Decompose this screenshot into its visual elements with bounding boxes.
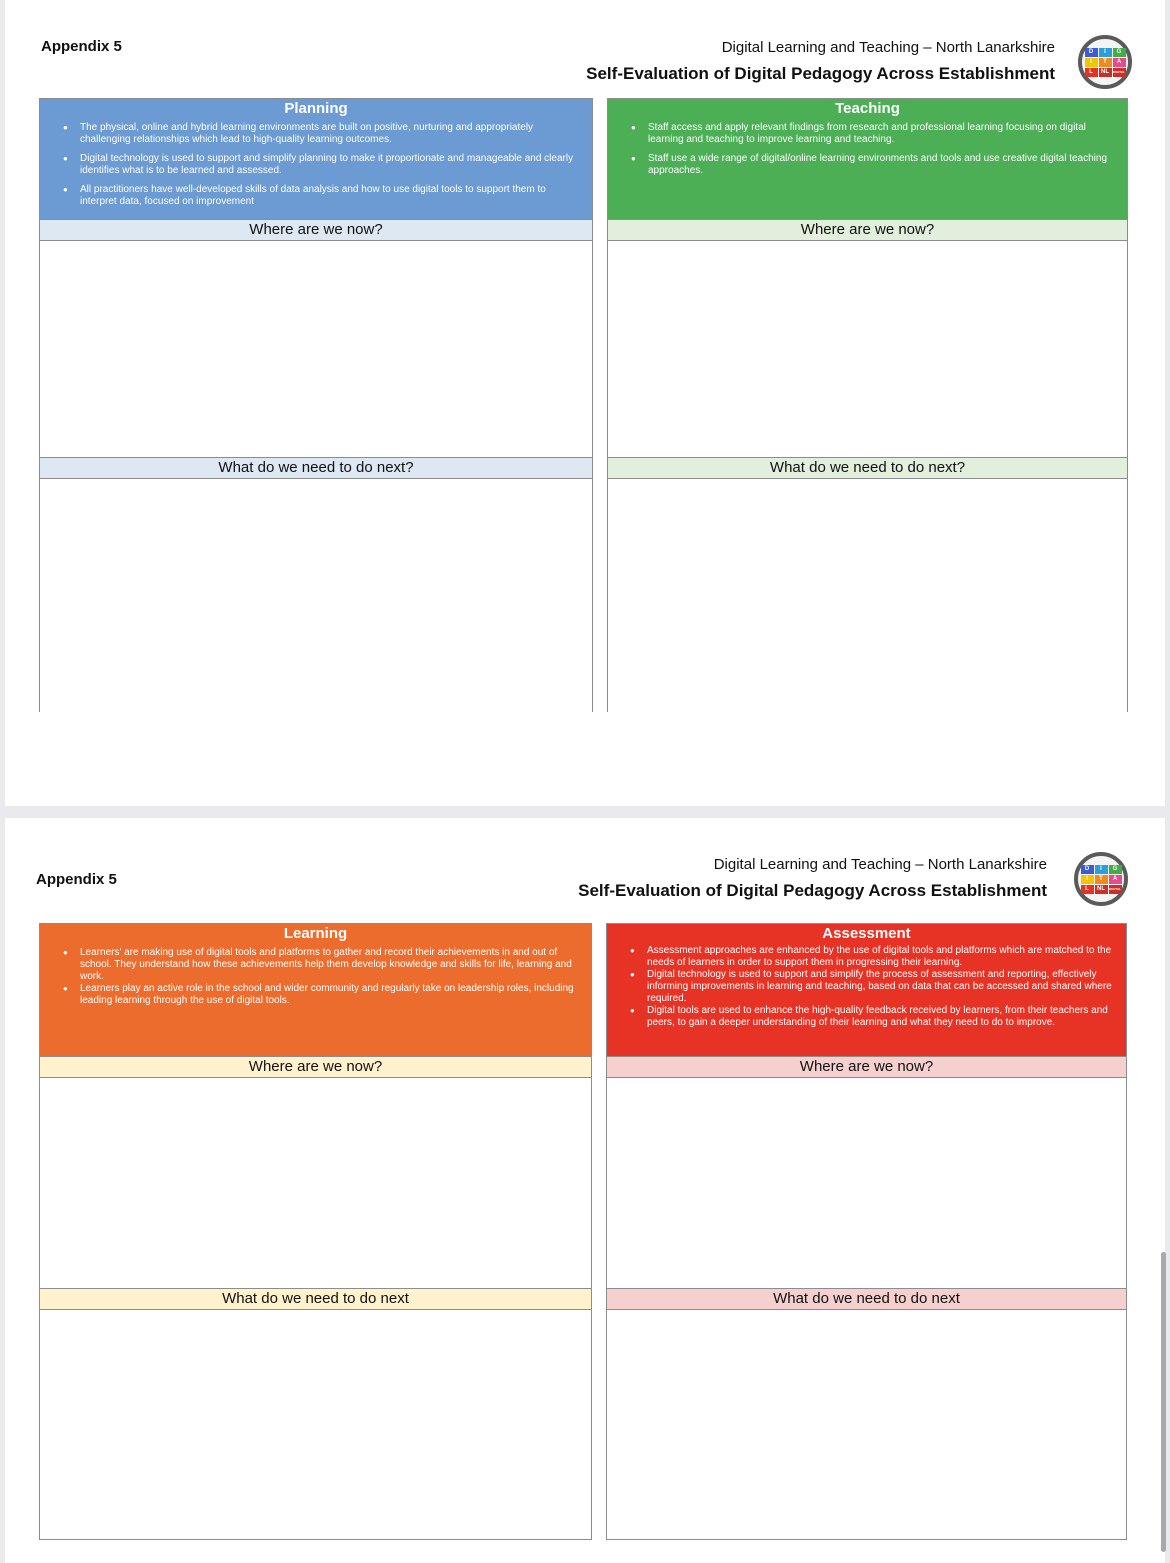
- list-item: ● Digital tools are used to enhance the high-quality feedback received by learners, from their teachers and peers, to gain a deeper understanding of their learning and what they need to do to improve.: [647, 1005, 1118, 1029]
- teaching-where-label: Where are we now?: [607, 219, 1128, 240]
- planning-bullet-list: [40, 122, 592, 208]
- list-item: ● Digital technology is used to support and simplify planning to make it proportionate and manageable and clearly identifies what is to be learned and assessed.: [80, 153, 584, 177]
- org-name: Digital Learning and Teaching – North Lanarkshire: [713, 856, 1047, 873]
- page-title: Self-Evaluation of Digital Pedagogy Across Establishment: [578, 881, 1047, 900]
- logo-letter: A: [1113, 58, 1126, 67]
- planning-next-label: What do we need to do next?: [39, 457, 593, 478]
- logo-letter: G: [1113, 48, 1126, 57]
- planning-header-box: [39, 98, 593, 219]
- appendix-label: Appendix 5: [36, 871, 117, 888]
- learning-where-field[interactable]: [39, 1077, 592, 1288]
- logo-letter: T: [1099, 58, 1112, 67]
- assessment-next-label: What do we need to do next: [606, 1288, 1127, 1309]
- assessment-header-box: [606, 923, 1127, 1056]
- teaching-title: Teaching: [835, 100, 900, 117]
- learning-header-box: [39, 923, 592, 1056]
- teaching-section: [607, 98, 1128, 712]
- logo-letter: D: [1085, 48, 1098, 57]
- scrollbar-thumb[interactable]: [1161, 1252, 1166, 1552]
- planning-where-field[interactable]: [39, 240, 593, 457]
- planning-title: Planning: [284, 100, 348, 117]
- logo-letter: DIGITAL: [1109, 885, 1122, 894]
- planning-section: [39, 98, 593, 712]
- org-name: Digital Learning and Teaching – North Lanarkshire: [721, 39, 1055, 56]
- list-item: ● Staff access and apply relevant findings from research and professional learning focusing on digital learning and teaching to improve learning and teaching.: [648, 122, 1119, 146]
- learning-title: Learning: [283, 925, 348, 942]
- logo-letter: D: [1081, 865, 1094, 874]
- planning-next-field[interactable]: [39, 478, 593, 712]
- learning-next-field[interactable]: [39, 1309, 592, 1540]
- logo-letter: NL: [1099, 68, 1112, 77]
- logo-letter: I: [1085, 58, 1098, 67]
- assessment-bullet-list: [607, 945, 1126, 1029]
- list-item: ● All practitioners have well-developed skills of data analysis and how to use digital tools to support them to interpret data, focused on improvement: [80, 184, 584, 208]
- list-item: ● Learners' are making use of digital tools and platforms to gather and record their achievements in and out of school. They understand how these achievements help them develop knowledge and skills for life, learning and work.: [80, 947, 583, 983]
- page-2: [5, 818, 1165, 1563]
- assessment-next-field[interactable]: [606, 1309, 1127, 1540]
- list-item: ● The physical, online and hybrid learning environments are built on positive, nurturing and appropriately challenging relationships which lead to high-quality learning outcomes.: [80, 122, 584, 146]
- document-header: [586, 39, 1055, 84]
- teaching-header-box: [607, 98, 1128, 219]
- learning-next-label: What do we need to do next: [39, 1288, 592, 1309]
- page-1: [5, 0, 1165, 806]
- teaching-next-field[interactable]: [607, 478, 1128, 712]
- learning-where-label: Where are we now?: [39, 1056, 592, 1077]
- logo-letter: L: [1085, 68, 1098, 77]
- list-item: ● Staff use a wide range of digital/online learning environments and tools and use creative digital teaching approaches.: [648, 153, 1119, 177]
- logo-letter: DIGITAL: [1113, 68, 1126, 77]
- learning-section: [39, 923, 592, 1540]
- teaching-bullet-list: [608, 122, 1127, 177]
- logo-letter: G: [1109, 865, 1122, 874]
- appendix-label: Appendix 5: [41, 38, 122, 55]
- logo-letter: I: [1095, 865, 1108, 874]
- logo-letter: NL: [1095, 885, 1108, 894]
- learning-bullet-list: [40, 947, 591, 1007]
- assessment-where-field[interactable]: [606, 1077, 1127, 1288]
- logo-letter: I: [1081, 875, 1094, 884]
- logo-letter: I: [1099, 48, 1112, 57]
- list-item: ● Assessment approaches are enhanced by the use of digital tools and platforms which are matched to the needs of learners in order to support them in progressing their learning.: [647, 945, 1118, 969]
- planning-where-label: Where are we now?: [39, 219, 593, 240]
- assessment-title: Assessment: [822, 925, 911, 942]
- logo-letter: L: [1081, 885, 1094, 894]
- teaching-next-label: What do we need to do next?: [607, 457, 1128, 478]
- assessment-where-label: Where are we now?: [606, 1056, 1127, 1077]
- digital-logo: [1074, 852, 1128, 906]
- logo-letter: A: [1109, 875, 1122, 884]
- assessment-section: [606, 923, 1127, 1540]
- list-item: ● Learners play an active role in the school and wider community and regularly take on leadership roles, including leading learning through the use of digital tools.: [80, 983, 583, 1007]
- list-item: ● Digital technology is used to support and simplify the process of assessment and reporting, effectively informing improvements in learning and teaching, based on data that can be accessed and shared where required.: [647, 969, 1118, 1005]
- logo-letter: T: [1095, 875, 1108, 884]
- teaching-where-field[interactable]: [607, 240, 1128, 457]
- page-title: Self-Evaluation of Digital Pedagogy Across Establishment: [586, 64, 1055, 83]
- digital-logo: [1078, 35, 1132, 89]
- document-header: [578, 856, 1047, 901]
